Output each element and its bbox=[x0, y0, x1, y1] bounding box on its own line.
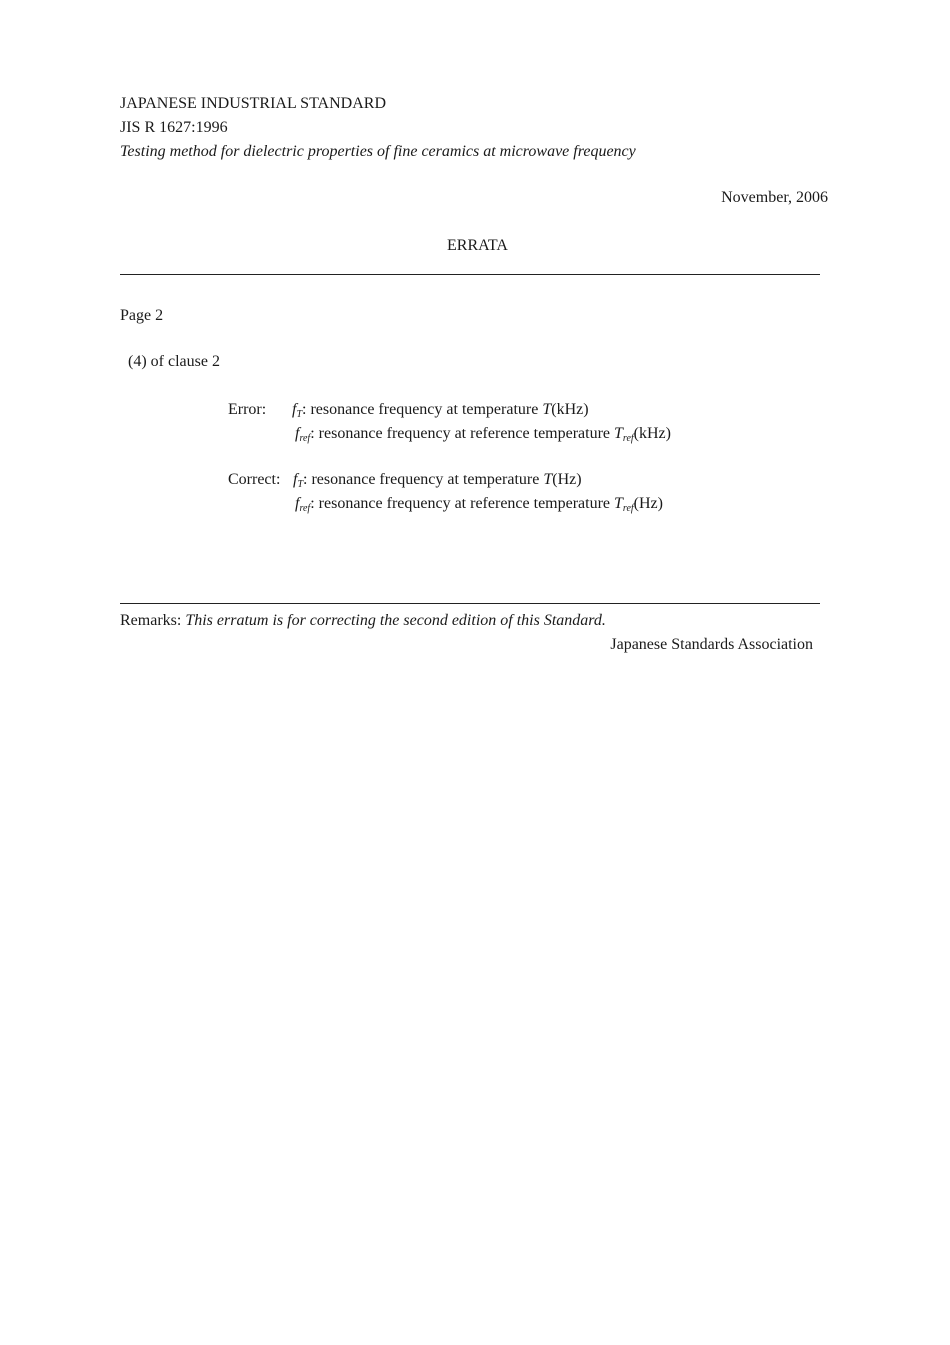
clause-reference: (4) of clause 2 bbox=[128, 353, 220, 370]
temperature-subscript: ref bbox=[622, 433, 634, 444]
temperature-var: T bbox=[543, 471, 553, 488]
colon: : bbox=[303, 471, 308, 488]
symbol: f bbox=[293, 471, 298, 488]
colon: : bbox=[310, 425, 315, 442]
top-divider bbox=[120, 274, 820, 275]
colon: : bbox=[310, 495, 315, 512]
remarks-label: Remarks: bbox=[120, 612, 182, 629]
temperature-var: T bbox=[614, 495, 623, 512]
symbol: f bbox=[292, 401, 297, 418]
correct-line-2 bbox=[295, 494, 663, 519]
temperature-var: T bbox=[542, 401, 552, 418]
unit: (Hz) bbox=[552, 471, 582, 488]
standard-org-heading: JAPANESE INDUSTRIAL STANDARD bbox=[120, 95, 386, 112]
unit: (Hz) bbox=[633, 495, 663, 512]
errata-title: ERRATA bbox=[447, 237, 508, 254]
temperature-var: T bbox=[614, 425, 623, 442]
correct-label: Correct: bbox=[228, 471, 281, 488]
bottom-divider bbox=[120, 603, 820, 604]
definition-text: resonance frequency at reference temperature bbox=[314, 495, 615, 512]
definition-text: resonance frequency at temperature bbox=[306, 401, 543, 418]
symbol-subscript: T bbox=[297, 479, 304, 490]
issuer-name: Japanese Standards Association bbox=[610, 636, 813, 653]
unit: (kHz) bbox=[551, 401, 589, 418]
error-label: Error: bbox=[228, 401, 267, 418]
page-reference: Page 2 bbox=[120, 307, 164, 324]
remarks bbox=[120, 611, 606, 631]
errata-date: November, 2006 bbox=[721, 189, 828, 206]
correct-line-1 bbox=[293, 470, 582, 495]
error-line-1 bbox=[292, 400, 589, 425]
symbol-subscript: ref bbox=[299, 433, 311, 444]
symbol-subscript: ref bbox=[299, 503, 311, 514]
remarks-text: This erratum is for correcting the second edition of this Standard. bbox=[181, 612, 606, 629]
symbol: f bbox=[295, 495, 300, 512]
unit: (kHz) bbox=[633, 425, 671, 442]
standard-number: JIS R 1627:1996 bbox=[120, 119, 228, 136]
definition-text: resonance frequency at reference temperature bbox=[314, 425, 615, 442]
symbol: f bbox=[295, 425, 300, 442]
symbol-subscript: T bbox=[296, 409, 303, 420]
definition-text: resonance frequency at temperature bbox=[307, 471, 544, 488]
temperature-subscript: ref bbox=[622, 503, 634, 514]
colon: : bbox=[302, 401, 307, 418]
standard-title: Testing method for dielectric properties of fine ceramics at microwave frequency bbox=[120, 143, 636, 160]
error-line-2 bbox=[295, 424, 671, 449]
